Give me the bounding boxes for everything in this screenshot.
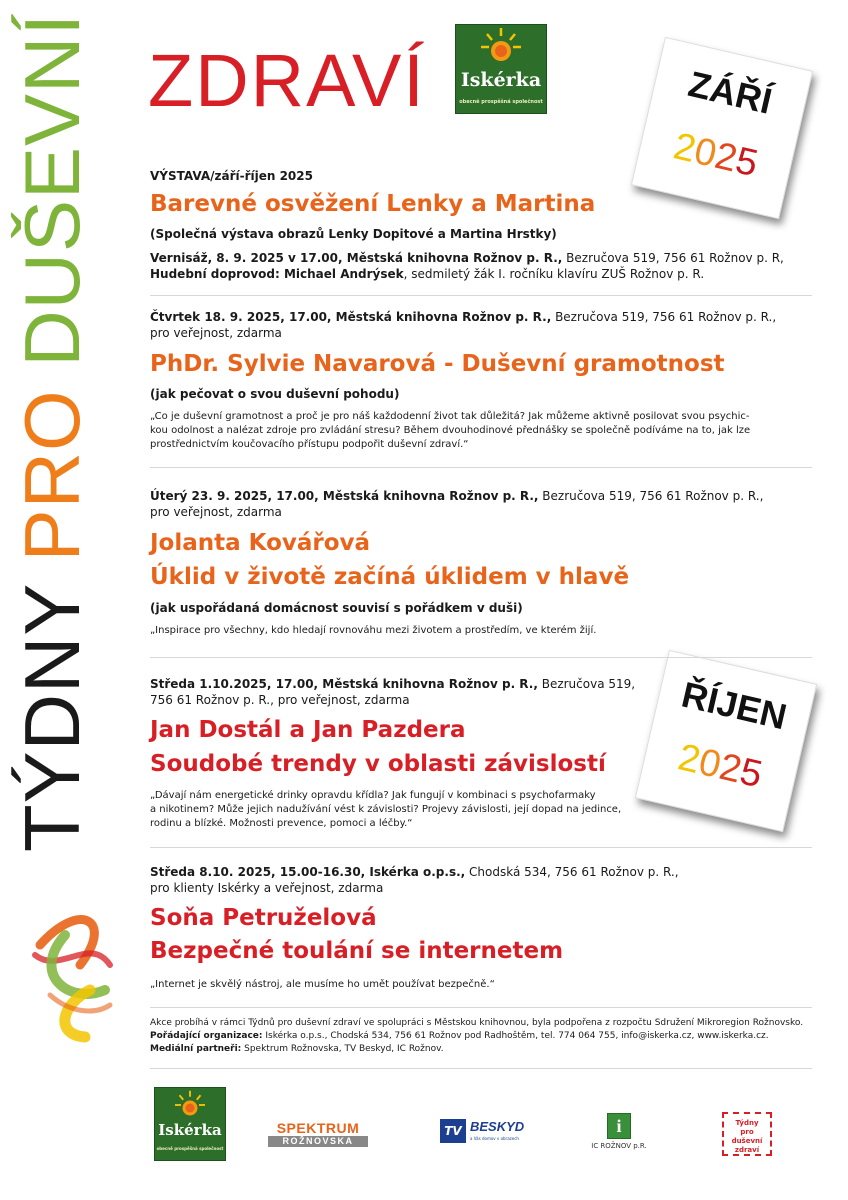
event3-speaker: Jolanta Kovářová: [150, 530, 371, 556]
footer-line1: Akce probíhá v rámci Týdnů pro duševní zdraví ve spolupráci s Městskou knihovnou, byla podpořena z rozpočtu Sdružení Mikroregion Rožnovsko.: [150, 1018, 804, 1028]
logo-tagline: obecně prospěšná společnost: [459, 99, 543, 105]
event1-subtitle: (Společná výstava obrazů Lenky Dopitové a Martina Hrstky): [150, 227, 557, 241]
badge-september-year: 2025: [669, 125, 762, 186]
event3-when: Úterý 23. 9. 2025, 17.00, Městská knihovna Rožnov p. R., Bezručova 519, 756 61 Rožnov p. R., pro veřejnost, zdarma: [150, 489, 764, 519]
divider: [150, 467, 812, 468]
footer-info: [150, 1017, 815, 1056]
divider: [150, 1007, 812, 1008]
divider: [150, 657, 812, 658]
event5-title: Bezpečné toulání se internetem: [150, 938, 564, 964]
event5-speaker: Soňa Petruželová: [150, 905, 377, 931]
badge-october-month: ŘÍJEN: [677, 673, 791, 738]
event1-details: Vernisáž, 8. 9. 2025 v 17.00, Městská knihovna Rožnov p. R., Bezručova 519, 756 61 Rožnov p. R, Hudební doprovod: Michael Andrýsek, sedmiletý žák I. ročníku klavíru ZUŠ Rožnov p. R.: [150, 251, 784, 281]
vertical-title-tydny: TÝDNY: [8, 584, 96, 852]
iskerka-logo: [455, 24, 547, 114]
vertical-title-pro: PRO: [8, 389, 96, 562]
divider: [150, 1068, 812, 1069]
partner-iskerka-name: Iskérka: [158, 1121, 222, 1139]
partner-iskerka-tagline: obecně prospěšná společnost: [156, 1146, 224, 1151]
footer-line2: Pořádající organizace: Iskérka o.p.s., Chodská 534, 756 61 Rožnov pod Radhoštěm, tel. 774 064 755, info@iskerka.cz, www.iskerka.cz.: [150, 1031, 769, 1041]
tv-icon: TV: [440, 1119, 466, 1143]
partner-iskerka-logo: [154, 1087, 226, 1161]
partner-spektrum-logo: SPEKTRUM ROŽNOVSKA: [268, 1121, 368, 1147]
event1-kicker: VÝSTAVA/září-říjen 2025: [150, 169, 313, 183]
event3-quote: „Inspirace pro všechny, kdo hledají rovnováhu mezi životem a prostředím, ve kterém žijí.: [150, 625, 597, 636]
event2-title: PhDr. Sylvie Navarová - Duševní gramotnost: [150, 351, 725, 377]
vertical-title: [6, 12, 98, 852]
event4-speakers: Jan Dostál a Jan Pazdera: [150, 717, 466, 743]
badge-october-year: 2025: [674, 736, 767, 797]
sun-icon: [173, 1090, 207, 1120]
partner-beskyd-logo: TV BESKYD a Vás domov v obrazech: [440, 1117, 530, 1147]
divider: [150, 295, 812, 296]
event3-subtitle: (jak uspořádaná domácnost souvisí s pořádkem v duši): [150, 601, 523, 615]
event4-quote: „Dávají nám energetické drinky opravdu křídla? Jak fungují v kombinaci s psychofarmaky a nikotinem? Může jejich nadužívání vést k závislosti? Projevy závislosti, její dopad na jedince, rodinu a blízké. Možnosti prevence, pomoci a léčby.“: [150, 790, 622, 829]
badge-september-month: ZÁŘÍ: [684, 63, 776, 122]
footer-line3: Mediální partneři: Spektrum Rožnovska, TV Beskyd, IC Rožnov.: [150, 1044, 444, 1054]
event4-title: Soudobé trendy v oblasti závislostí: [150, 751, 606, 777]
event5-when: Středa 8.10. 2025, 15.00-16.30, Iskérka o.p.s., Chodská 534, 756 61 Rožnov p. R., pro klienty Iskérky a veřejnost, zdarma: [150, 865, 679, 895]
event2-when: Čtvrtek 18. 9. 2025, 17.00, Městská knihovna Rožnov p. R., Bezručova 519, 756 61 Rožnov p. R., pro veřejnost, zdarma: [150, 310, 777, 340]
event3-title: Úklid v životě začíná úklidem v hlavě: [150, 564, 630, 590]
event2-quote: „Co je duševní gramotnost a proč je pro náš každodenní život tak důležitá? Jak můžeme aktivně posilovat svou psychic- kou odolnost a nalézat zdroje pro zvládání stresu? Během dvouhodinové přednášky se společně podíváme na to, jak lze prostřednictvím koučovacího přístupu podpořit duševní zdraví.“: [150, 411, 751, 450]
event2-subtitle: (jak pečovat o svou duševní pohodu): [150, 387, 400, 401]
logo-name: Iskérka: [460, 69, 542, 91]
partner-ic-logo: i IC ROŽNOV p.R.: [588, 1113, 650, 1150]
event1-title: Barevné osvěžení Lenky a Martina: [150, 191, 596, 217]
event5-quote: „Internet je skvělý nástroj, ale musíme ho umět používat bezpečně.“: [150, 979, 495, 990]
vertical-title-dusevni: DUŠEVNÍ: [8, 12, 96, 367]
sun-icon: [479, 27, 523, 67]
main-title: ZDRAVÍ: [148, 39, 426, 122]
info-icon: i: [607, 1113, 631, 1139]
divider: [150, 847, 812, 848]
partner-tpdz-logo: Týdny pro duševní zdraví: [722, 1112, 772, 1156]
event4-when: Středa 1.10.2025, 17.00, Městská knihovna Rožnov p. R., Bezručova 519, 756 61 Rožnov p. R., pro veřejnost, zdarma: [150, 677, 636, 707]
